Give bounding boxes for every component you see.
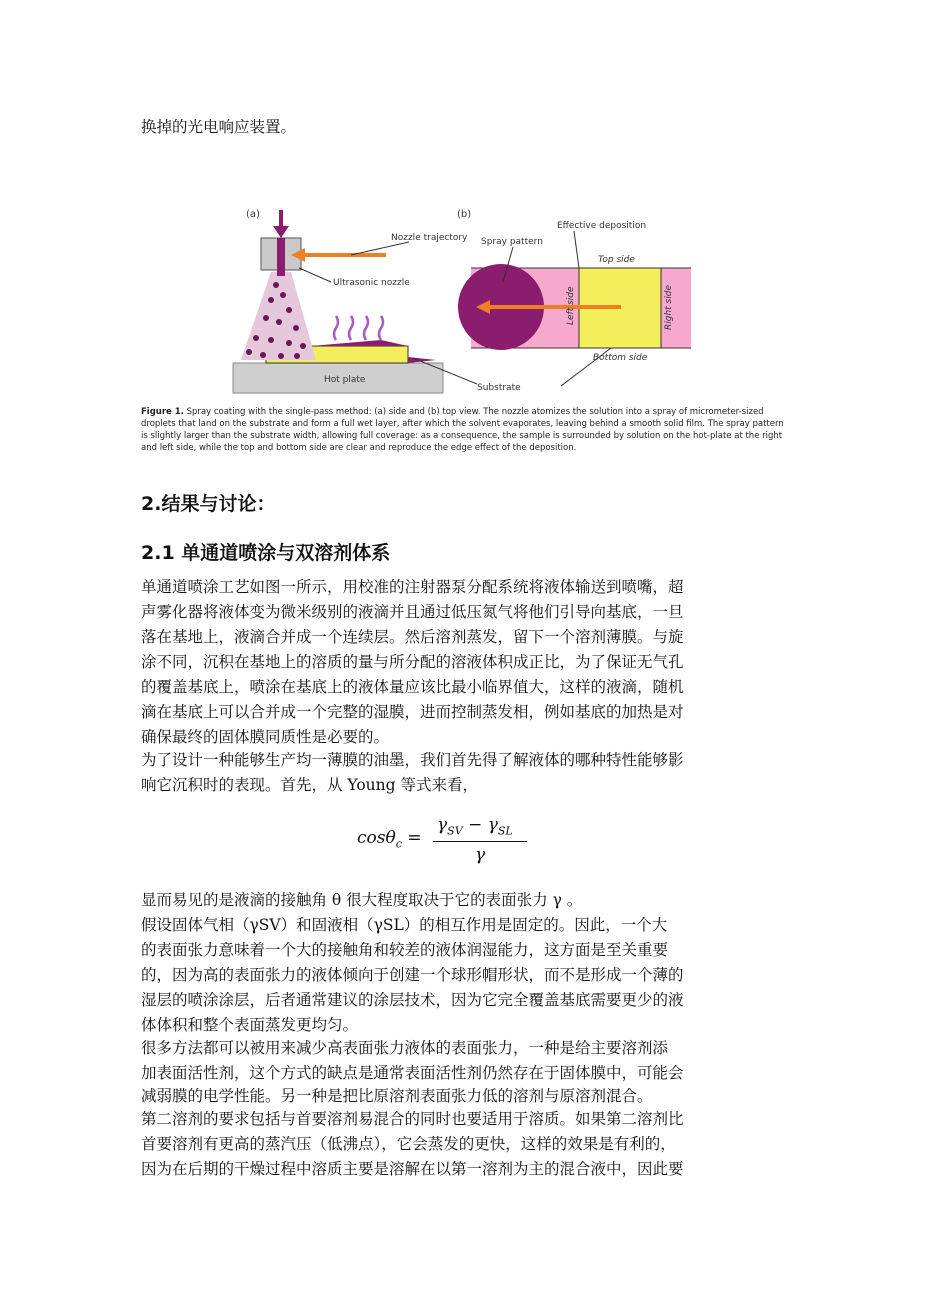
hot-plate-label: Hot plate <box>324 375 366 385</box>
para5-line: 很多方法都可以被用来减少高表面张力液体的表面张力，一种是给主要溶剂添 <box>141 1039 669 1057</box>
effective-deposition-label: Effective deposition <box>557 221 647 231</box>
young-equation <box>355 815 535 870</box>
eq-lhs: cosθ <box>357 828 396 848</box>
para6-line: 因为在后期的干燥过程中溶质主要是溶解在以第一溶剂为主的混合液中，因此要 <box>141 1160 684 1178</box>
para1-line: 落在基地上，液滴合并成一个连续层。然后溶剂蒸发，留下一个溶剂薄膜。与旋 <box>141 628 684 646</box>
para2-line: 为了设计一种能够生产均一薄膜的油墨，我们首先得了解液体的哪种特性能够影 <box>141 751 684 769</box>
para1-line: 确保最终的固体膜同质性是必要的。 <box>141 728 390 746</box>
caption-line-2: droplets that land on the substrate and form a full wet layer, after which the solvent evaporates, leaving behind a smooth solid film. The spray pattern <box>141 419 784 429</box>
para6-line: 首要溶剂有更高的蒸汽压（低沸点），它会蒸发的更快，这样的效果是有利的， <box>141 1135 676 1153</box>
eq-lhs-sub: c <box>395 837 402 851</box>
substrate-label: Substrate <box>477 383 521 393</box>
para1-line: 涂不同，沉积在基地上的溶质的量与所分配的溶液体积成正比，为了保证无气孔 <box>141 653 684 671</box>
panel-a-label: (a) <box>246 209 260 220</box>
panel-b-label: (b) <box>457 209 472 220</box>
eq-num-sub1: SV <box>447 824 463 838</box>
para6-line: 第二溶剂的要求包括与首要溶剂易混合的同时也要适用于溶质。如果第二溶剂比 <box>141 1110 684 1128</box>
caption-line-1: Spray coating with the single-pass method: (a) side and (b) top view. The nozzle atomizes the solution into a spray of micrometer-sized <box>183 407 764 417</box>
nozzle-trajectory-label: Nozzle trajectory <box>391 233 468 243</box>
eq-equals: = <box>407 828 422 848</box>
intro-text: 换掉的光电响应装置。 <box>141 118 297 136</box>
top-side-label: Top side <box>598 255 635 265</box>
eq-numerator: γ <box>437 815 448 835</box>
eq-denominator: γ <box>475 845 486 865</box>
para1-line: 单通道喷涂工艺如图一所示，用校准的注射器泵分配系统将液体输送到喷嘴，超 <box>141 578 684 596</box>
para4-line: 湿层的喷涂涂层，后者通常建议的涂层技术，因为它完全覆盖基底需要更少的液 <box>141 991 684 1009</box>
figure-caption <box>141 406 786 454</box>
caption-line-3: is slightly larger than the substrate width, allowing full coverage: as a consequence, the sample is surrounded by solution on the hot-plate at the right <box>141 431 783 441</box>
eq-num-sub2: SL <box>497 824 513 838</box>
para4-line: 体体积和整个表面蒸发更均匀。 <box>141 1016 359 1034</box>
para4-line: 的，因为高的表面张力的液体倾向于创建一个球形帽形状，而不是形成一个薄的 <box>141 966 684 984</box>
para1-line: 滴在基底上可以合并成一个完整的湿膜，进而控制蒸发相，例如基底的加热是对 <box>141 703 684 721</box>
ultrasonic-nozzle-label: Ultrasonic nozzle <box>333 278 410 288</box>
para4-line: 的表面张力意味着一个大的接触角和较差的液体润湿能力，这方面是至关重要 <box>141 941 669 959</box>
caption-lead: Figure 1. <box>141 407 184 417</box>
fraction-bar <box>433 841 527 842</box>
para5-line: 减弱膜的电学性能。另一种是把比原溶剂表面张力低的溶剂与原溶剂混合。 <box>141 1087 653 1105</box>
caption-line-4: and left side, while the top and bottom side are clear and reproduce the edge effect of the deposition. <box>141 443 577 453</box>
para2-line: 响它沉积时的表现。首先，从 Young 等式来看， <box>141 776 478 794</box>
left-side-label: Left side <box>566 286 576 325</box>
para3-line: 显而易见的是液滴的接触角 θ 很大程度取决于它的表面张力 γ 。 <box>141 891 583 909</box>
para1-line: 声雾化器将液体变为微米级别的液滴并且通过低压氮气将他们引导向基底，一旦 <box>141 603 684 621</box>
para4-line: 假设固体气相（γSV）和固液相（γSL）的相互作用是固定的。因此，一个大 <box>141 916 668 934</box>
section-heading: 2.结果与讨论： <box>141 493 276 515</box>
para1-line: 的覆盖基底上，喷涂在基底上的液体量应该比最小临界值大，这样的液滴，随机 <box>141 678 684 696</box>
subsection-heading: 2.1 单通道喷涂与双溶剂体系 <box>141 542 391 564</box>
para5-line: 加表面活性剂，这个方式的缺点是通常表面活性剂仍然存在于固体膜中，可能会 <box>141 1064 684 1082</box>
bottom-side-label: Bottom side <box>593 353 648 363</box>
spray-coating-diagram <box>141 200 786 400</box>
right-side-label: Right side <box>664 285 674 330</box>
eq-minus: − γ <box>462 815 498 835</box>
spray-pattern-label: Spray pattern <box>481 237 543 247</box>
